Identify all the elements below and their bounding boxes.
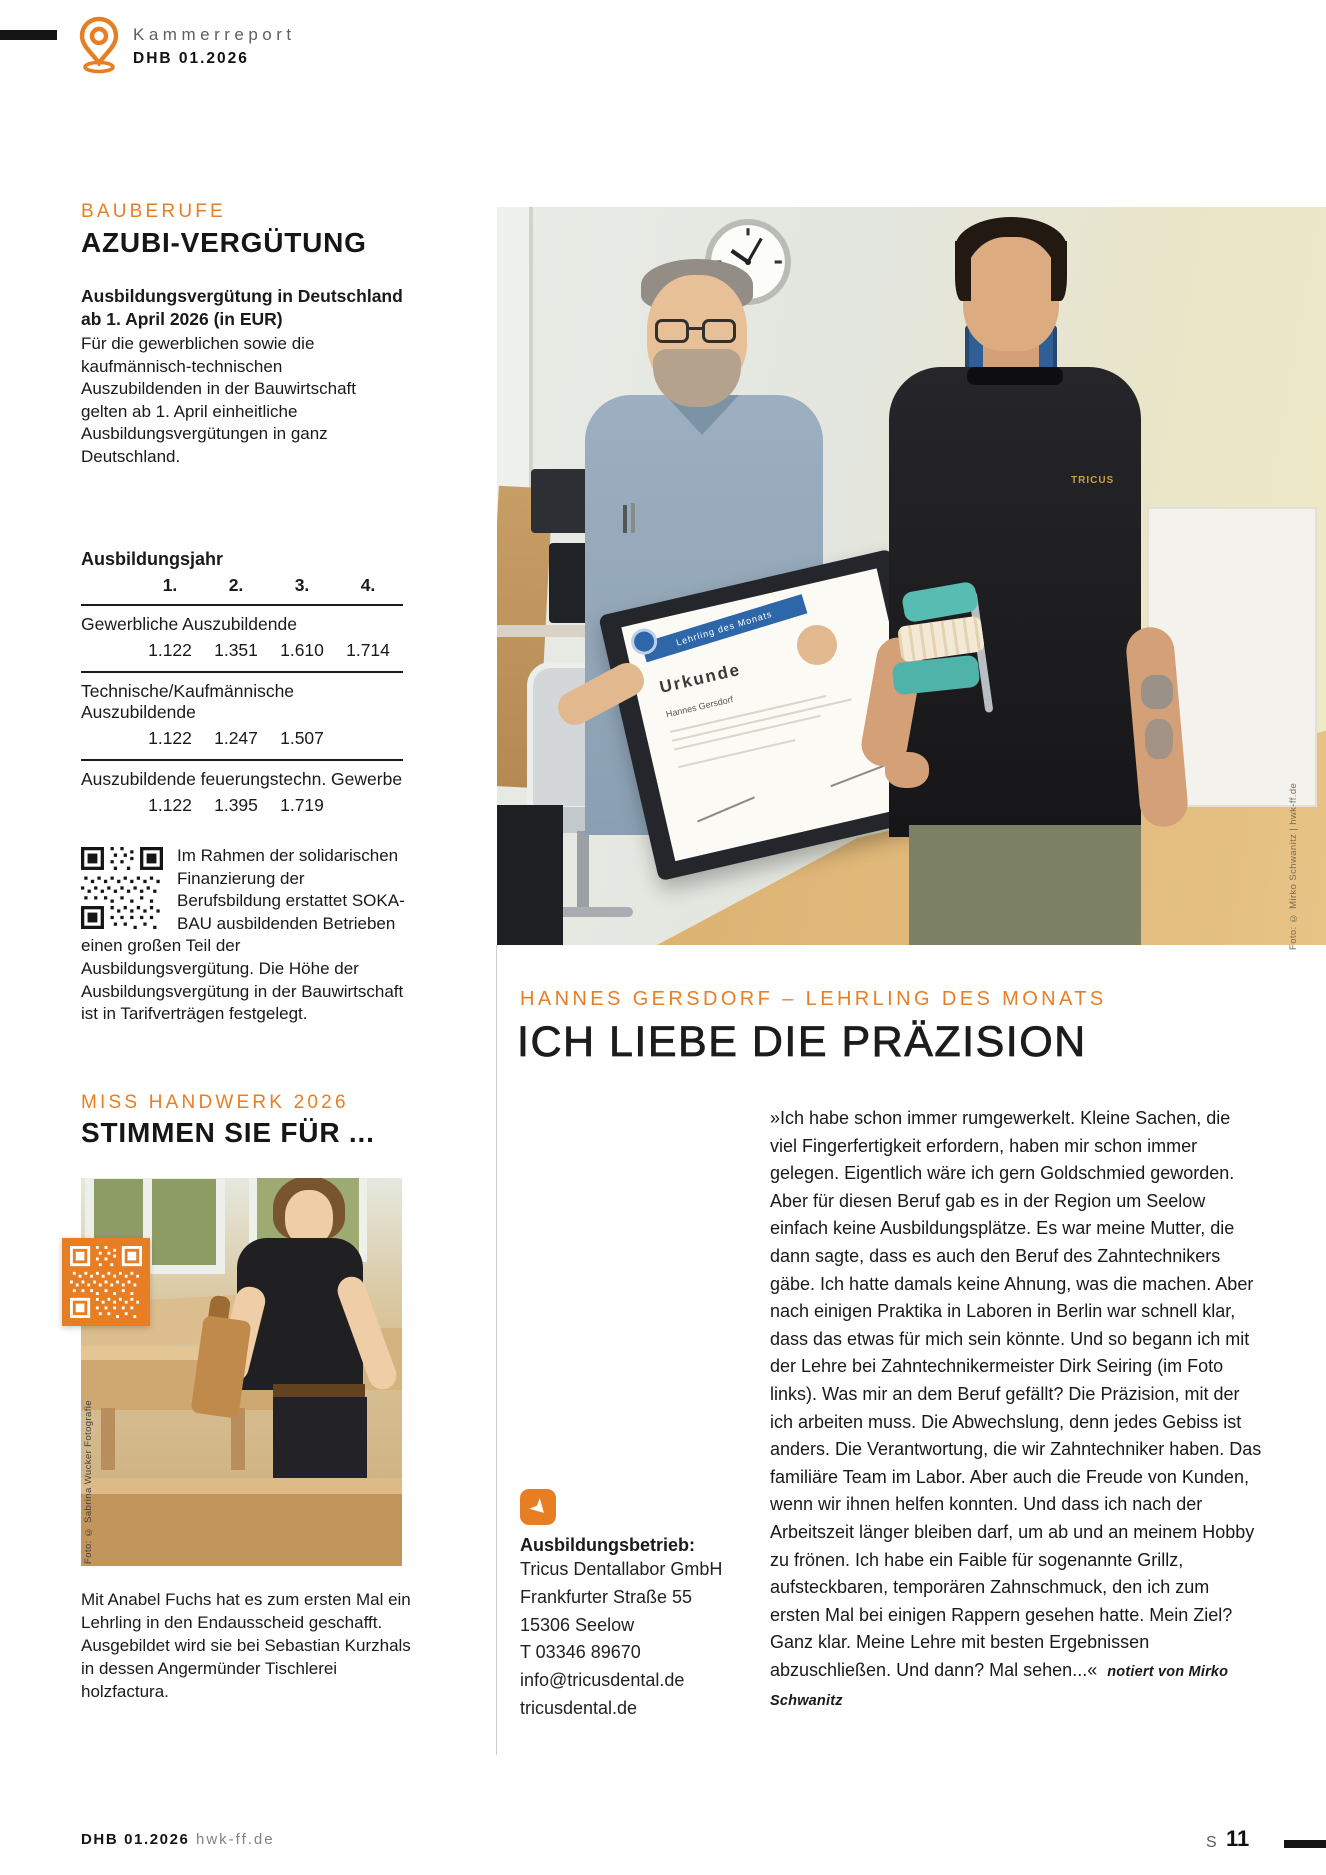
column-divider [496, 945, 497, 1755]
contact-heading: Ausbildungsbetrieb: [520, 1535, 695, 1555]
qr-code-soka-bau [81, 847, 163, 929]
man2-face [963, 237, 1059, 351]
pens-in-pocket [623, 505, 627, 533]
contact-street: Frankfurter Straße 55 [520, 1586, 693, 1607]
col-header: 3. [294, 575, 310, 595]
footer-issue: DHB 01.2026 [81, 1831, 190, 1848]
table-row: Technische/Kaufmännische Auszubildende 1.122 1.247 1.507 [81, 673, 403, 761]
certificate-title: Urkunde [657, 659, 743, 697]
footer-edge-mark [1284, 1840, 1326, 1848]
magazine-issue: DHB 01.2026 [133, 50, 249, 67]
arrow-icon [520, 1489, 556, 1525]
qr-code-miss-handwerk-vote [62, 1238, 150, 1326]
contact-email: info@tricusdental.de [520, 1670, 685, 1691]
lehrling-title: ICH LIEBE DIE PRÄZISION [517, 1018, 1087, 1066]
contact-phone: T 03346 89670 [520, 1642, 641, 1663]
certificate-banner: Lehrling des Monats [641, 594, 808, 662]
miss-handwerk-kicker: MISS HANDWERK 2026 [81, 1092, 349, 1113]
shirt-logo: TRICUS [1071, 475, 1115, 486]
photo-anabel-fuchs [81, 1178, 402, 1566]
page-edge-mark [0, 30, 57, 40]
contact-block [520, 1489, 756, 1723]
compensation-table [81, 549, 403, 826]
lehrling-body [770, 1105, 1262, 1716]
bauberufe-intro: Für die gewerblichen sowie die kaufmännisch-technischen Auszubildenden in der Bauwirtschaft gelten ab 1. April einheitliche Ausbildungsvergütungen in ganz Deutschland. [81, 334, 356, 466]
miss-handwerk-title: STIMMEN SIE FÜR ... [81, 1117, 375, 1148]
footer-page-number: 11 [1226, 1826, 1250, 1851]
certificate-name: Hannes Gersdorf [664, 694, 735, 720]
photo-credit-main: Foto: © Mirko Schwanitz | hwk-ff.de [1288, 782, 1299, 950]
dental-articulator [893, 587, 1013, 737]
photo-credit-miss: Foto: © Sabrina Wucker Fotografie [83, 1400, 94, 1564]
table-caption: Ausbildungsjahr [81, 549, 224, 569]
bauberufe-title: AZUBI-VERGÜTUNG [81, 227, 367, 258]
miss-handwerk-caption: Mit Anabel Fuchs hat es zum ersten Mal ein Lehrling in den Endausscheid geschafft. Ausgebildet wird sie bei Sebastian Kurzhals in dessen Angermünder Tischlerei holzfactura. [81, 1590, 411, 1701]
dark-corner [497, 805, 563, 945]
glasses [655, 319, 689, 343]
col-header: 1. [162, 575, 178, 595]
col-header: 4. [360, 575, 376, 595]
lehrling-kicker: HANNES GERSDORF – LEHRLING DES MONATS [520, 988, 1107, 1010]
body-text: »Ich habe schon immer rumgewerkelt. Kleine Sachen, die viel Fingerfertigkeit erfordern, haben mir schon immer gelegen. Eigentlich wäre ich gern Goldschmied geworden. Aber für diesen Beruf gab es in der Region um Seelow einfach keine Ausbildungsplätze. Es war meine Mutter, die dann sagte, dass es auch den Beruf des Zahntechnikers gäbe. Ich hatte damals keine Ahnung, was die machen. Aber nach einigen Praktika in Laboren in Berlin war schnell klar, dass das etwas für mich sein könnte. Und so begann ich mit der Lehre bei Zahntechnikermeister Dirk Seiring (im Foto links). Was mir an dem Beruf gefällt? Die Präzision, mit der ich arbeiten muss. Die Abwechslung, denn jedes Gebiss ist anders. Die Verantwortung, die wir Zahntechniker haben. Das familiäre Team im Labor. Aber auch die Freude von Kunden, wenn wir ihnen helfen konnten. Und dass ich nach der Arbeitszeit länger bleiben darf, um ab und an meinem Hobby zu frönen. Ich habe ein Faible für sogenannte Grillz, aufsteckbaren, temporären Zahnschmuck, den ich zum ersten Mal bei einigen Rappern gesehen hatte. Mein Ziel? Ganz klar. Meine Lehre mit besten Ergebnissen abzuschließen. Und dann? Mal sehen...« [770, 1108, 1262, 1680]
photo-hannes-gersdorf [497, 207, 1326, 945]
table-row: Auszubildende feuerungstechn. Gewerbe 1.122 1.395 1.719 [81, 769, 403, 815]
contact-website: tricusdental.de [520, 1697, 638, 1718]
soka-bau-text: Im Rahmen der solidarischen Finanzierung der Berufsbildung erstattet SOKA-BAU ausbildenden Betrieben einen großen Teil der Ausbildungsvergütung. Die Höhe der Ausbildungsvergütung in der Bauwirtschaft ist in Tarifverträgen festgelegt. [81, 846, 405, 1024]
table-column-headers [81, 573, 403, 606]
location-pin-icon [76, 16, 122, 74]
man1-hand [797, 625, 837, 665]
footer-page-label: S [1206, 1834, 1218, 1851]
man2-pants [909, 825, 1141, 945]
glasses [702, 319, 736, 343]
magazine-section-label: Kammerreport [133, 25, 296, 44]
table-row: Gewerbliche Auszubildende 1.122 1.351 1.610 1.714 [81, 606, 403, 673]
footer-website: hwk-ff.de [196, 1831, 275, 1848]
bauberufe-lead: Ausbildungsvergütung in Deutschland ab 1. April 2026 (in EUR) [81, 286, 403, 329]
contact-company: Tricus Dentallabor GmbH [520, 1559, 723, 1579]
contact-city: 15306 Seelow [520, 1614, 635, 1635]
col-header: 2. [228, 575, 244, 595]
byline: notiert von Mirko Schwanitz [770, 1663, 1229, 1710]
man2-hand [885, 752, 929, 788]
belt [273, 1384, 365, 1397]
soka-bau-note [81, 845, 407, 1026]
bauberufe-kicker: BAUBERUFE [81, 201, 226, 222]
